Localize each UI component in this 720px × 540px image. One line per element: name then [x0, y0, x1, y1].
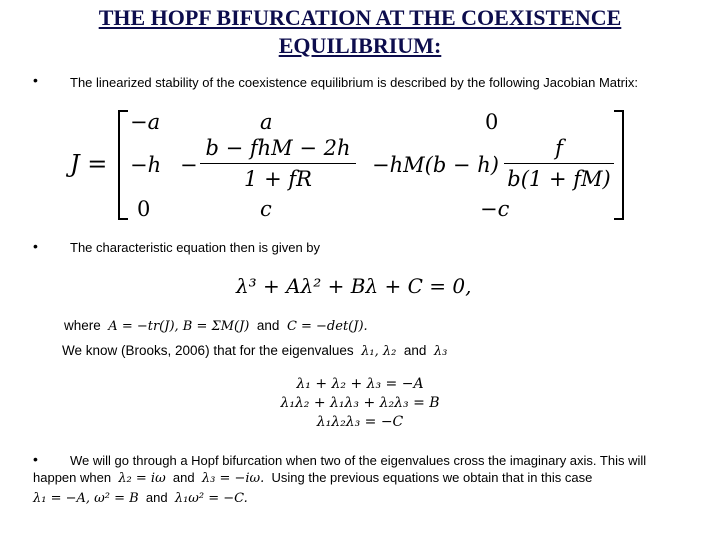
hopf-lambda2-eq: λ₂ = iω: [118, 471, 166, 486]
eigenvalues-1-2: λ₁, λ₂: [361, 344, 397, 359]
left-bracket: [118, 110, 128, 220]
hopf-and-1: and: [172, 470, 195, 485]
characteristic-equation: λ³ + Aλ² + Bλ + C = 0,: [236, 274, 472, 298]
hopf-lambda3-eq: λ₃ = −iω.: [201, 471, 265, 486]
know-and: and: [403, 343, 427, 358]
matrix-r2c1: −h: [130, 153, 162, 177]
where-label: where: [64, 318, 101, 333]
matrix-r3c1: 0: [137, 197, 151, 221]
matrix-r2c2-sign: −: [180, 153, 198, 177]
ab-definition: A = −tr(J), B = ΣM(J): [108, 319, 250, 334]
matrix-r3c3: −c: [480, 197, 510, 221]
hopf-line-2: [33, 470, 592, 486]
matrix-r2c3-denominator: b(1 + fM): [504, 163, 614, 191]
matrix-r2c2-fraction: [200, 136, 356, 191]
matrix-r2c3-numerator: f: [555, 136, 563, 160]
c-definition: C = −det(J).: [286, 319, 368, 334]
know-line: [62, 343, 447, 359]
char-intro-text: The characteristic equation then is given by: [70, 240, 321, 255]
matrix-r3c2: c: [260, 197, 272, 221]
matrix-r1c2: a: [260, 110, 273, 134]
hopf-and-2: and: [145, 490, 168, 505]
hopf-result-2: λ₁ω² = −C.: [174, 491, 248, 506]
bullet-2: •: [33, 238, 38, 254]
bullet-3: •: [33, 451, 38, 467]
vieta-product: λ₁λ₂λ₃ = −C: [316, 414, 404, 430]
vieta-sum: λ₁ + λ₂ + λ₃ = −A: [296, 376, 424, 392]
hopf-using-text: Using the previous equations we obtain that in this case: [271, 470, 593, 485]
vieta-pairs: λ₁λ₂ + λ₁λ₃ + λ₂λ₃ = B: [280, 395, 440, 411]
hopf-line-3: [33, 490, 248, 506]
page-title: [0, 4, 720, 60]
right-bracket: [614, 110, 624, 220]
bullet-1: •: [33, 72, 38, 88]
hopf-happen-when: happen when: [33, 470, 112, 485]
matrix-r2c2-denominator: 1 + fR: [200, 163, 356, 191]
matrix-r2c3-term: −hM(b − h): [372, 153, 499, 177]
matrix-r1c1: −a: [130, 110, 161, 134]
matrix-r1c3: 0: [485, 110, 499, 134]
where-line: [64, 318, 368, 334]
where-and: and: [256, 318, 280, 333]
hopf-line-1: We will go through a Hopf bifurcation when two of the eigenvalues cross the imaginary axis. This will: [70, 453, 647, 468]
eigenvalue-3: λ₃: [433, 344, 448, 359]
hopf-result-1: λ₁ = −A, ω² = B: [33, 491, 139, 506]
intro-text: The linearized stability of the coexistence equilibrium is described by the following Jacobian Matrix:: [70, 75, 638, 90]
matrix-r2c2-numerator: b − fhM − 2h: [205, 136, 351, 160]
title-line-2: EQUILIBRIUM:: [278, 33, 442, 58]
know-text: We know (Brooks, 2006) that for the eigenvalues: [62, 343, 354, 358]
title-line-1: THE HOPF BIFURCATION AT THE COEXISTENCE: [98, 5, 622, 30]
matrix-lhs: J =: [70, 150, 108, 178]
matrix-r2c3-fraction: [504, 136, 614, 191]
